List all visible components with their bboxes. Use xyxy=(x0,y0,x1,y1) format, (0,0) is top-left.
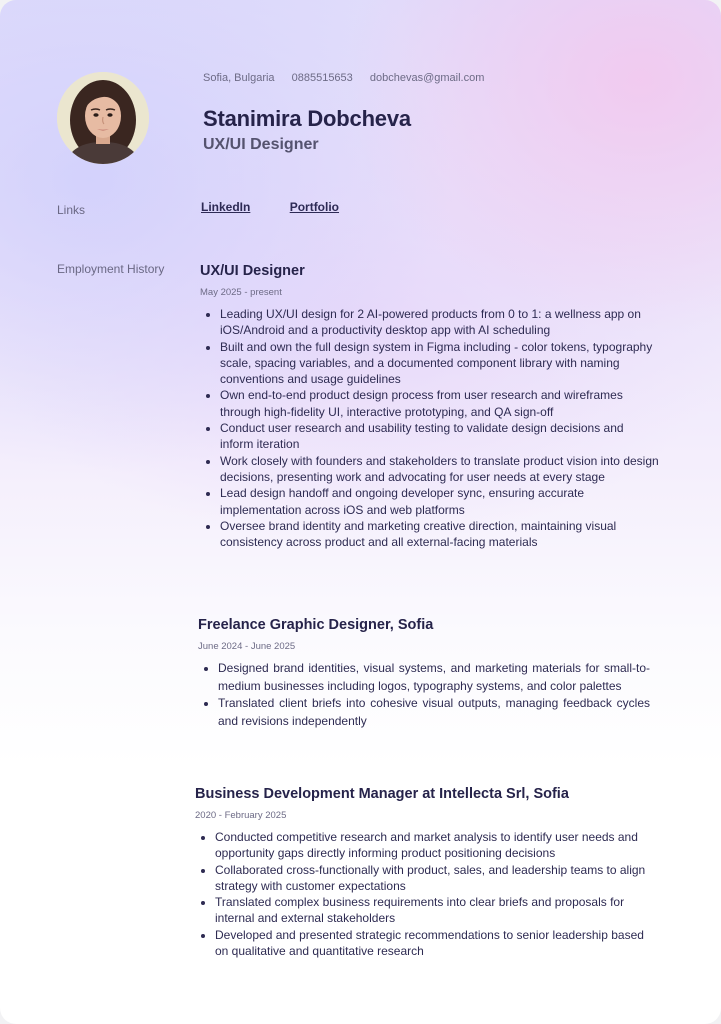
job-bullets xyxy=(198,660,650,730)
job-bullets xyxy=(200,306,660,550)
location-text: Sofia, Bulgaria xyxy=(203,72,275,84)
links-list xyxy=(201,200,375,214)
bullet-item: • Leading UX/UI design for 2 AI-powered products from 0 to 1: a wellness app on iOS/Android and a productivity desktop app with AI scheduling xyxy=(220,306,660,339)
bullet-item: • Designed brand identities, visual systems, and marketing materials for small-to-medium businesses including logos, typography systems, and color palettes xyxy=(218,660,650,695)
phone-text: 0885515653 xyxy=(291,72,353,84)
bullet-item: • Translated client briefs into cohesive visual outputs, managing feedback cycles and revisions independently xyxy=(218,695,650,730)
bullet-item: • Conducted competitive research and market analysis to identify user needs and opportunity gaps directly informing product positioning decisions xyxy=(215,829,657,862)
contact-info xyxy=(203,72,498,84)
bullet-item: • Own end-to-end product design process from user research and wireframes through high-fidelity UI, interactive prototyping, and QA sign-off xyxy=(220,387,660,420)
candidate-role: UX/UI Designer xyxy=(203,136,319,153)
employment-section-label: Employment History xyxy=(57,262,165,276)
bullet-item: • Collaborated cross-functionally with product, sales, and leadership teams to align strategy with customer expectations xyxy=(215,862,657,895)
job-entry xyxy=(198,617,650,730)
job-title: Freelance Graphic Designer, Sofia xyxy=(198,617,434,633)
profile-photo xyxy=(57,72,149,164)
bullet-item: • Translated complex business requirements into clear briefs and proposals for internal and external stakeholders xyxy=(215,894,657,927)
bullet-item: • Oversee brand identity and marketing creative direction, maintaining visual consistency across product and all external-facing materials xyxy=(220,518,660,551)
bullet-item: • Lead design handoff and ongoing developer sync, ensuring accurate implementation across iOS and web platforms xyxy=(220,485,660,518)
bullet-item: • Work closely with founders and stakeholders to translate product vision into design decisions, presenting work and advocating for user needs at every stage xyxy=(220,453,660,486)
job-title: UX/UI Designer xyxy=(200,263,305,279)
candidate-name: Stanimira Dobcheva xyxy=(203,106,411,131)
bullet-item: • Developed and presented strategic recommendations to senior leadership based on qualitative and quantitative research xyxy=(215,927,657,960)
job-entry xyxy=(195,786,657,959)
links-section-label: Links xyxy=(57,203,86,217)
job-dates: 2020 - February 2025 xyxy=(195,810,287,821)
email-text: dobchevas@gmail.com xyxy=(369,72,485,84)
job-dates: May 2025 - present xyxy=(200,287,282,298)
portfolio-link[interactable]: Portfolio xyxy=(289,200,340,214)
job-bullets xyxy=(195,829,657,959)
bullet-item: • Conduct user research and usability testing to validate design decisions and inform iteration xyxy=(220,420,660,453)
linkedin-link[interactable]: LinkedIn xyxy=(201,200,251,214)
bullet-item: • Built and own the full design system in Figma including - color tokens, typography scale, spacing variables, and a documented component library with naming conventions and usage guidelines xyxy=(220,339,660,388)
job-title: Business Development Manager at Intellecta Srl, Sofia xyxy=(195,786,569,802)
job-dates: June 2024 - June 2025 xyxy=(198,641,296,652)
job-entry xyxy=(200,263,660,550)
